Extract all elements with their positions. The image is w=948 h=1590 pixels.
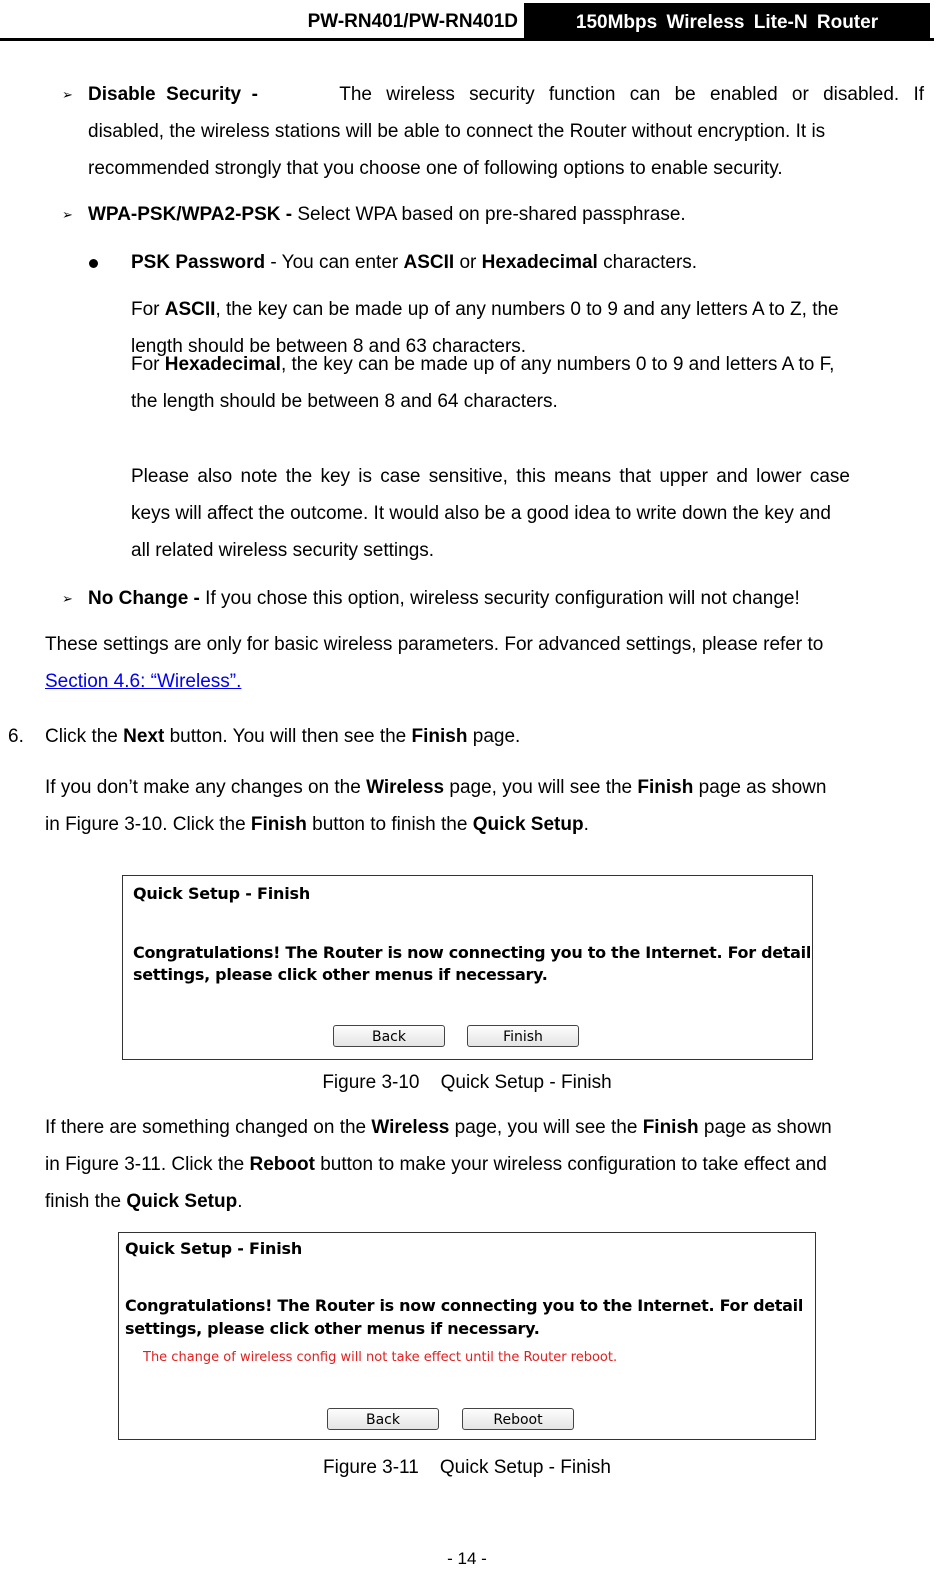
header-model: PW-RN401/PW-RN401D [307, 11, 518, 32]
pnc-t4: in Figure 3-10. Click the [45, 814, 251, 835]
page-header [0, 0, 948, 44]
step6-t1: Click the [45, 726, 124, 747]
case-line1 [131, 466, 931, 488]
pc-t5: button to make your wireless configuration to take effect and [314, 1154, 827, 1175]
hex-text1: , the key can be made up of any numbers 0 to 9 and letters A to F, [280, 354, 835, 375]
pnc-t1: If you don’t make any changes on the [45, 777, 367, 798]
note-link-line [45, 671, 241, 693]
pnc-t2: page, you will see the [444, 777, 638, 798]
pnc-t5: button to finish the [306, 814, 473, 835]
header-product: 150Mbps Wireless Lite-N Router [524, 3, 930, 39]
psk-hex: Hexadecimal [481, 252, 598, 273]
ascii-line1 [131, 299, 839, 321]
psk-text1: - You can enter [265, 252, 404, 273]
wpa-label: WPA-PSK/WPA2-PSK - [88, 204, 293, 225]
psk-ascii: ASCII [403, 252, 455, 273]
pc-t3: page as shown [698, 1117, 832, 1138]
back-button[interactable]: Back [327, 1408, 439, 1430]
pnc-b4: Quick Setup [472, 814, 584, 835]
disable-security-line1 [88, 84, 924, 106]
arrow-bullet-icon: ➢ [62, 87, 73, 102]
figure11-msg2: settings, please click other menus if necessary. [125, 1319, 540, 1338]
no-change-label: No Change - [88, 588, 200, 609]
bullet-dot-icon [89, 259, 98, 268]
step6-line [45, 726, 520, 748]
hex-line1 [131, 354, 834, 376]
psk-text2: or [454, 252, 482, 273]
figure10-msg1: Congratulations! The Router is now connecting you to the Internet. For detail [133, 943, 812, 962]
disable-security-label: Disable Security - [88, 84, 259, 105]
pc-t1: If there are something changed on the [45, 1117, 372, 1138]
case-line3: all related wireless security settings. [131, 540, 435, 561]
pnc-b2: Finish [637, 777, 694, 798]
psk-label: PSK Password [131, 252, 266, 273]
psk-line [131, 252, 697, 274]
figure11-title: Quick Setup - Finish [125, 1239, 303, 1258]
pc-b1: Wireless [371, 1117, 450, 1138]
ascii-pre: For [131, 299, 165, 320]
pc-b4: Quick Setup [126, 1191, 238, 1212]
page-number: - 14 - [447, 1549, 487, 1568]
pc-b2: Finish [642, 1117, 699, 1138]
ascii-text1: , the key can be made up of any numbers 0 to 9 and any letters A to Z, the [215, 299, 839, 320]
pc-t7: . [237, 1191, 243, 1212]
step6-next: Next [123, 726, 165, 747]
ascii-bold: ASCII [164, 299, 216, 320]
pnc-b1: Wireless [366, 777, 445, 798]
figure-3-10-screenshot [122, 875, 813, 1060]
hex-bold: Hexadecimal [164, 354, 281, 375]
no-change-text: If you chose this option, wireless security configuration will not change! [199, 588, 800, 609]
pc-t6: finish the [45, 1191, 127, 1212]
step6-number: 6. [8, 726, 24, 747]
hex-line2: the length should be between 8 and 64 characters. [131, 391, 558, 412]
arrow-bullet-icon: ➢ [62, 207, 73, 222]
wpa-text: Select WPA based on pre-shared passphrase. [292, 204, 686, 225]
disable-security-line3: recommended strongly that you choose one of following options to enable security. [88, 158, 783, 179]
wpa-line [88, 204, 686, 226]
changed-para-line1 [45, 1117, 832, 1139]
psk-text3: characters. [597, 252, 698, 273]
step6-t3: page. [467, 726, 521, 747]
figure10-msg2: settings, please click other menus if necessary. [133, 965, 548, 984]
case-line2: keys will affect the outcome. It would also be a good idea to write down the key and [131, 503, 831, 524]
pnc-b3: Finish [250, 814, 307, 835]
back-button[interactable]: Back [333, 1025, 445, 1047]
figure11-caption: Figure 3-11 Quick Setup - Finish [323, 1457, 611, 1478]
disable-security-text1: The wireless security function can be enabled or disabled. If [339, 84, 924, 105]
pc-t4: in Figure 3-11. Click the [45, 1154, 250, 1175]
changed-para-line2 [45, 1154, 827, 1176]
reboot-button[interactable]: Reboot [462, 1408, 574, 1430]
finish-button[interactable]: Finish [467, 1025, 579, 1047]
figure11-msg1: Congratulations! The Router is now connecting you to the Internet. For detail [125, 1296, 804, 1315]
disable-security-line2: disabled, the wireless stations will be able to connect the Router without encryption. It is [88, 121, 826, 142]
figure-3-11-screenshot [118, 1232, 816, 1440]
case-text1: Please also note the key is case sensitive, this means that upper and lower case [131, 466, 850, 487]
figure10-title: Quick Setup - Finish [133, 884, 311, 903]
no-change-para-line2 [45, 814, 589, 836]
ascii-line2: length should be between 8 and 63 characters. [131, 336, 527, 357]
arrow-bullet-icon: ➢ [62, 591, 73, 606]
note-line1: These settings are only for basic wireless parameters. For advanced settings, please refer to [45, 634, 824, 655]
wireless-section-link[interactable]: Section 4.6: “Wireless”. [45, 671, 242, 692]
no-change-line [88, 588, 800, 610]
figure11-warning: The change of wireless config will not take effect until the Router reboot. [143, 1350, 618, 1365]
step6-t2: button. You will then see the [164, 726, 412, 747]
pnc-t6: . [583, 814, 589, 835]
hex-pre: For [131, 354, 165, 375]
header-rule [0, 38, 934, 41]
pnc-t3: page as shown [693, 777, 827, 798]
pc-t2: page, you will see the [449, 1117, 643, 1138]
changed-para-line3 [45, 1191, 242, 1213]
no-change-para-line1 [45, 777, 826, 799]
step6-finish: Finish [411, 726, 468, 747]
figure10-caption: Figure 3-10 Quick Setup - Finish [322, 1072, 612, 1093]
pc-b3: Reboot [249, 1154, 315, 1175]
